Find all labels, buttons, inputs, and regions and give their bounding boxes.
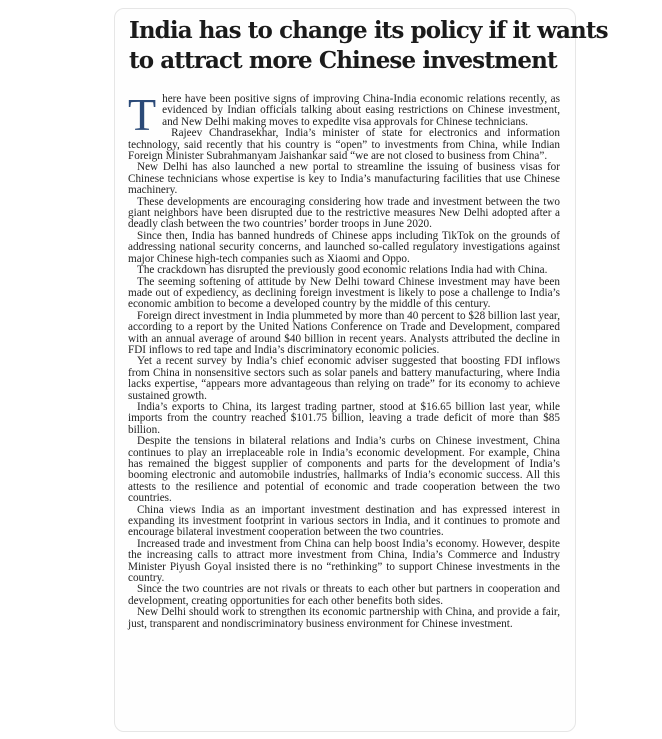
lead-paragraph-text: here have been positive signs of improving China-India economic relations recently, as evidenced by Indian officials talking about easing restrictions on Chinese investment, and New Delhi making moves to expedite visa approvals for Chinese technicians.	[162, 93, 560, 128]
lead-paragraph	[128, 89, 560, 140]
body-paragraph: These developments are encouraging considering how trade and investment between the two giant neighbors have been disrupted due to the restrictive measures New Delhi adopted after a deadly clash between the two countries’ border troops in June 2020.	[128, 195, 560, 231]
headline-line-1: India has to change its policy if it wants	[129, 17, 608, 44]
body-paragraph: Increased trade and investment from China can help boost India’s economy. However, despite the increasing calls to attract more investment from China, India’s Commerce and Industry Minister Piyush Goyal insisted there is no “rethinking” to support Chinese investments in the country.	[128, 537, 560, 585]
body-paragraph: Since the two countries are not rivals or threats to each other but partners in cooperation and development, creating opportunities for each other benefits both sides.	[128, 583, 560, 607]
body-paragraph: Rajeev Chandrasekhar, India’s minister of state for electronics and information technology, said recently that his country is “open” to investments from China, while Indian Foreign Minister Subrahmanyam Jaishankar said “we are not closed to business from China”.	[128, 127, 560, 163]
body-paragraph: Foreign direct investment in India plummeted by more than 40 percent to $28 billion last year, according to a report by the United Nations Conference on Trade and Development, compared with an annual average of around $40 billion in recent years. Analysts attributed the decline in FDI inflows to red tape and India’s discriminatory economic policies.	[128, 309, 560, 356]
body-paragraph: New Delhi has also launched a new portal to streamline the issuing of business visas for Chinese technicians whose expertise is key to India’s manufacturing facilities that use Chinese machinery.	[128, 161, 560, 197]
drop-cap: T	[128, 89, 157, 140]
headline	[129, 16, 608, 76]
body-paragraph: Yet a recent survey by India’s chief economic adviser suggested that boosting FDI inflows from China in nonsensitive sectors such as solar panels and battery manufacturing, where India lacks expertise, “appears more advantageous than relying on trade” for its economy to achieve sustained growth.	[128, 355, 560, 402]
body-paragraph: Despite the tensions in bilateral relations and India’s curbs on Chinese investment, China continues to play an irreplaceable role in India’s economic development. For example, China has remained the biggest supplier of components and parts for the development of India’s booming electronic and automobile industries, hallmarks of India’s economic success. All this attests to the resilience and potential of economic and trade cooperation between the two countries.	[128, 435, 560, 505]
body-paragraph: The seeming softening of attitude by New Delhi toward Chinese investment may have been made out of expediency, as declining foreign investment is likely to pose a challenge to India’s economic ambition to become a developed country by the middle of this century.	[128, 275, 560, 311]
body-paragraph: India’s exports to China, its largest trading partner, stood at $16.65 billion last year, while imports from the country reached $101.75 billion, leaving a trade deficit of more than $85 billion.	[128, 400, 560, 436]
body-paragraph: The crackdown has disrupted the previously good economic relations India had with China.	[137, 264, 548, 277]
body-paragraph: China views India as an important investment destination and has expressed interest in expanding its investment footprint in various sectors in India, and it continues to promote and encourage bilateral investment cooperation between the two countries.	[128, 503, 560, 539]
article	[128, 16, 608, 630]
body-paragraph: Since then, India has banned hundreds of Chinese apps including TikTok on the grounds of addressing national security concerns, and launched so-called regulatory investigations against major Chinese high-tech companies such as Xiaomi and Oppo.	[128, 229, 560, 265]
body-paragraph: New Delhi should work to strengthen its economic partnership with China, and provide a fair, just, transparent and nondiscriminatory business environment for Chinese investment.	[128, 606, 560, 630]
article-body	[128, 89, 560, 630]
headline-line-2: to attract more Chinese investment	[129, 47, 557, 74]
